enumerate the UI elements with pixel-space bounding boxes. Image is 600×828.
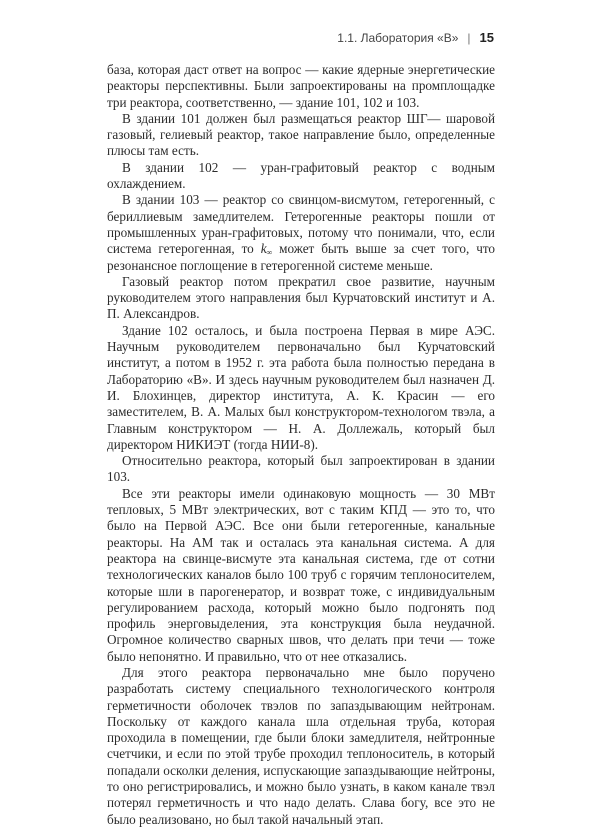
paragraph-4-text: В здании 103 — реактор со свинцом-висмутом, гетерогенный, с бериллиевым замедлителем. Гетерогенные реакторы пошли от промышленных уран-графитовых, потому что понимали, что, если система гетерогенная, то — [107, 192, 495, 257]
paragraph-1: база, которая даст ответ на вопрос — какие ядерные энергетические реакторы перспективны. Были запроектированы на промплощадке три реактора, соответственно, — здание 101, 102 и 103. — [107, 62, 495, 110]
header-divider: | — [467, 30, 471, 45]
page-number: 15 — [479, 30, 494, 45]
paragraph-7: Относительно реактора, который был запроектирован в здании 103. — [107, 453, 495, 485]
paragraph-5: Газовый реактор потом прекратил свое развитие, научным руководителем этого направления был Курчатовский институт и А. П. Александров. — [107, 273, 495, 322]
paragraph-3: В здании 102 — уран-графитовый реактор с водным охлаждением. — [107, 159, 495, 192]
running-header — [110, 30, 494, 45]
paragraph-8: Все эти реакторы имели одинаковую мощность — 30 МВт тепловых, 5 МВт электрических, вот с таким КПД — это то, что было на Первой АЭС. Все они были гетерогенные, канальные реакторы. На АМ так и осталась эта канальная система. А для реактора на свинце-висмуте эта канальная система, где от сотни технологических каналов было 100 труб с горячим теплоносителем, которые шли в парогенератор, и возврат тоже, с индивидуальным регулированием расхода, который можно было подгонять под профиль энерговыделения, эта конструкция была неудачной. Огромное количество сварных швов, что делать при течи — тоже было непонятно. И правильно, что от нее отказались. — [107, 485, 495, 664]
section-title: 1.1. Лаборатория «В» — [337, 30, 459, 45]
k-infinity-symbol: $k_\infty$ — [260, 241, 273, 258]
paragraph-2: В здании 101 должен был размещаться реактор ШГ— шаровой газовый, гелиевый реактор, такое направление было, определенные плюсы там есть. — [107, 110, 495, 159]
paragraph-9: Для этого реактора первоначально мне было поручено разработать систему специального технологического контроля герметичности оболочек твэлов по запаздывающим нейтронам. Поскольку от каждого канала шла отдельная труба, которая проходила в помещении, где были блоки замедлителя, нейтронные счетчики, и если по этой трубе проходил теплоноситель, в который попадали осколки деления, испускающие запаздывающие нейтроны, то оно регистрировались, и можно было узнать, в каком канале твэл потерял герметичность и что надо делать. Слава богу, все это не было реализовано, но был такой начальный этап. — [107, 664, 495, 827]
page-body — [107, 62, 495, 828]
paragraph-4 — [107, 192, 495, 273]
paragraph-6: Здание 102 осталось, и была построена Первая в мире АЭС. Научным руководителем первоначально был Курчатовский институт, а потом в 1952 г. эта работа была полностью передана в Лабораторию «В». И здесь научным руководителем был назначен Д. И. Блохинцев, директор института, А. К. Красин — его заместителем, В. А. Малых был конструктором-технологом твэла, а Главным конструктором — Н. А. Доллежаль, который был директором НИКИЭТ (тогда НИИ-8). — [107, 322, 495, 452]
paragraph-4-tail: может быть выше за счет того, что резонансное поглощение в гетерогенной системе меньше. — [107, 241, 496, 273]
